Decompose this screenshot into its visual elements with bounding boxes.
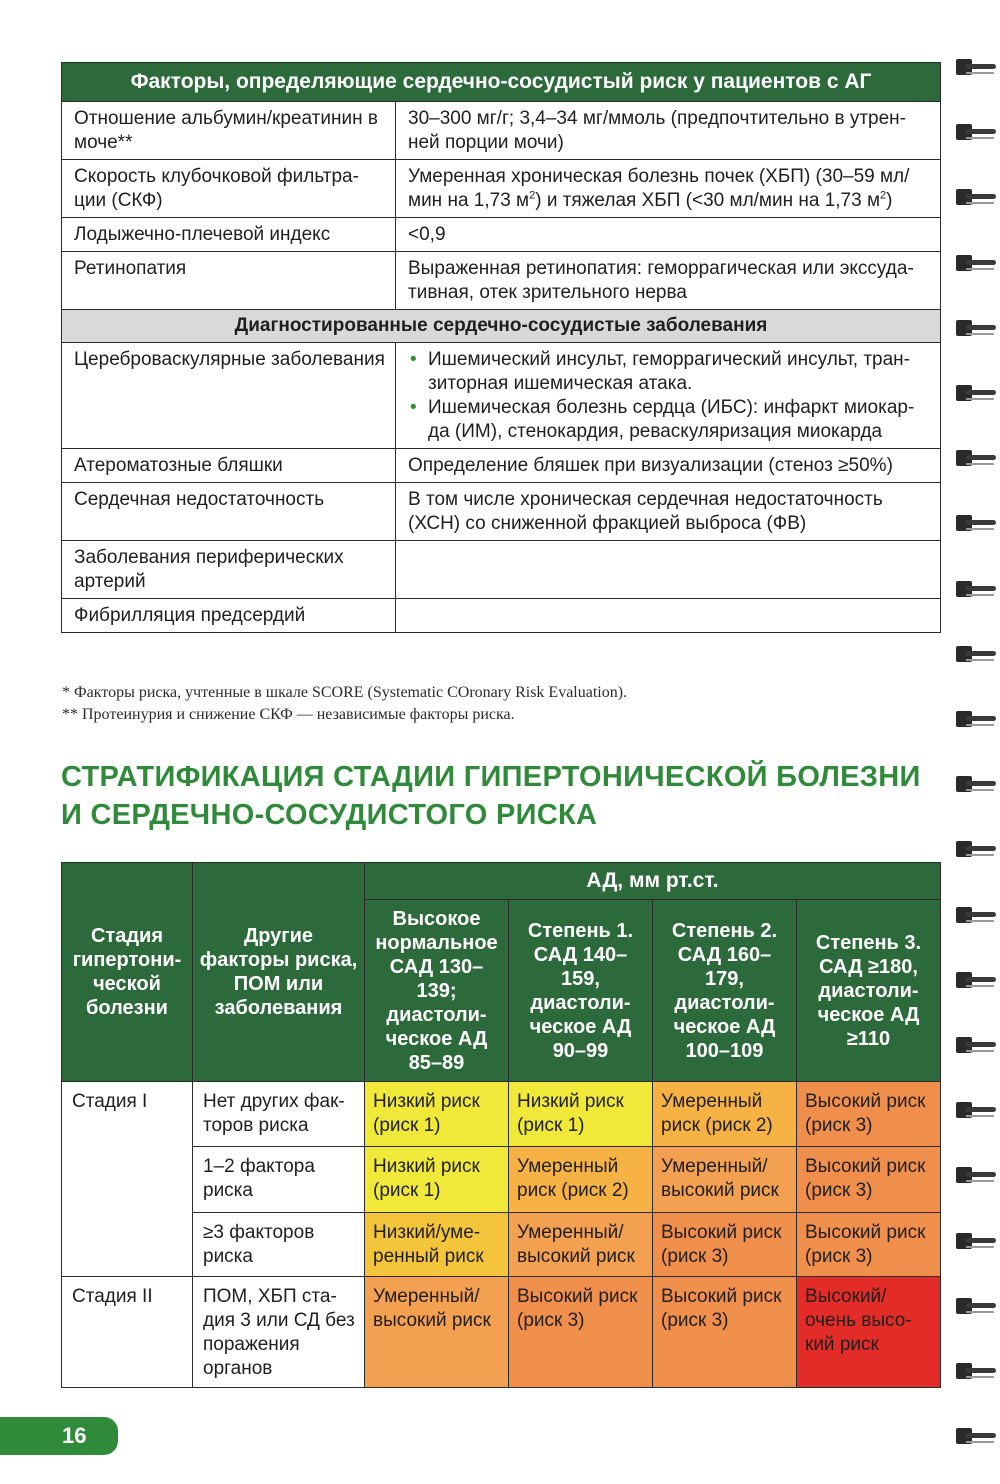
risk-cell: Высокий/ очень высо-кий риск [797, 1277, 941, 1388]
diseases-subheader-row [62, 310, 941, 343]
table-row [62, 218, 941, 252]
binding-ring-icon [956, 446, 996, 472]
value-cell: Выраженная ретинопатия: геморрагическая или экссуда-тивная, отек зрительного нерва [396, 252, 941, 310]
bp-column-header: Высокое нормальное САД 130–139; диастоли-ческое АД 85–89 [365, 900, 509, 1082]
value-cell [396, 160, 941, 218]
superscript: 2 [529, 189, 536, 202]
value-cell [396, 599, 941, 633]
bp-column-header: Степень 3. САД ≥180, диастоли-ческое АД ≥110 [797, 900, 941, 1082]
risk-cell: Низкий/уме-ренный риск [365, 1213, 509, 1277]
binding-ring-icon [956, 1229, 996, 1255]
risk-cell: Высокий риск (риск 3) [797, 1147, 941, 1213]
value-cell: Определение бляшек при визуализации (стеноз ≥50%) [396, 449, 941, 483]
risk-cell: Низкий риск (риск 1) [365, 1082, 509, 1147]
binding-ring-icon [956, 837, 996, 863]
binding-ring-icon [956, 511, 996, 537]
binding-ring-icon [956, 120, 996, 146]
stage-cell: Стадия I [62, 1082, 193, 1277]
bullet-item: • Ишемическая болезнь сердца (ИБС): инфаркт миокар-да (ИМ), стенокардия, реваскуляризация миокарда [408, 396, 930, 444]
col-stage-header: Стадия гипертони-ческой болезни [62, 863, 193, 1082]
value-cell [396, 343, 941, 449]
factors-cell: 1–2 фактора риска [193, 1147, 365, 1213]
table-row [62, 1213, 941, 1277]
table-row [62, 599, 941, 633]
binding-ring-icon [956, 642, 996, 668]
page-number: 16 [0, 1417, 118, 1455]
table-row [62, 252, 941, 310]
risk-cell: Умеренный/ высокий риск [653, 1147, 797, 1213]
bullet-list [408, 348, 930, 444]
risk-factors-table [61, 62, 941, 633]
risk-cell: Высокий риск (риск 3) [653, 1213, 797, 1277]
binding-ring-icon [956, 1294, 996, 1320]
table-row [62, 541, 941, 599]
binding-ring-icon [956, 1163, 996, 1189]
binding-ring-icon [956, 577, 996, 603]
table-row [62, 449, 941, 483]
table-row [62, 343, 941, 449]
binding-ring-icon [956, 251, 996, 277]
factors-cell: ПОМ, ХБП ста-дия 3 или СД без поражения органов [193, 1277, 365, 1388]
value-cell [396, 541, 941, 599]
footnotes [62, 682, 932, 726]
binding-ring-icon [956, 772, 996, 798]
spiral-binding [948, 0, 1000, 1484]
stratification-table [61, 862, 941, 1388]
footnote: * Факторы риска, учтенные в шкале SCORE (Systematic COronary Risk Evaluation). [62, 684, 628, 701]
value-cell: <0,9 [396, 218, 941, 252]
factor-cell: Сердечная недостаточность [62, 483, 396, 541]
table-row [62, 102, 941, 160]
risk-cell: Низкий риск (риск 1) [509, 1082, 653, 1147]
binding-ring-icon [956, 707, 996, 733]
superscript: 2 [880, 189, 887, 202]
table-row [62, 1082, 941, 1147]
risk-cell: Низкий риск (риск 1) [365, 1147, 509, 1213]
binding-ring-icon [956, 55, 996, 81]
section-title-line: СТРАТИФИКАЦИЯ СТАДИИ ГИПЕРТОНИЧЕСКОЙ БОЛЕЗНИ [61, 761, 921, 793]
factor-cell: Заболевания периферических артерий [62, 541, 396, 599]
value-cell: 30–300 мг/г; 3,4–34 мг/ммоль (предпочтительно в утрен-ней порции мочи) [396, 102, 941, 160]
header-row [62, 863, 941, 900]
value-text: Умеренная хроническая болезнь почек (ХБП) (30–59 мл/мин на 1,73 м [408, 166, 910, 211]
binding-ring-icon [956, 1424, 996, 1450]
col-factors-header: Другие факторы риска, ПОМ или заболевания [193, 863, 365, 1082]
table-row [62, 160, 941, 218]
risk-cell: Высокий риск (риск 3) [797, 1082, 941, 1147]
binding-ring-icon [956, 185, 996, 211]
risk-cell: Высокий риск (риск 3) [797, 1213, 941, 1277]
bp-column-header: Степень 2. САД 160–179, диастоли-ческое АД 100–109 [653, 900, 797, 1082]
footnote: ** Протеинурия и снижение СКФ — независимые факторы риска. [62, 706, 515, 723]
risk-cell: Умеренный/ высокий риск [509, 1213, 653, 1277]
factor-cell: Фибрилляция предсердий [62, 599, 396, 633]
factor-cell: Скорость клубочковой фильтра-ции (СКФ) [62, 160, 396, 218]
risk-factors-header-row [62, 63, 941, 102]
factors-cell: ≥3 факторов риска [193, 1213, 365, 1277]
section-title-line: И СЕРДЕЧНО-СОСУДИСТОГО РИСКА [61, 799, 598, 831]
section-title [61, 758, 941, 834]
factor-cell: Цереброваскулярные заболевания [62, 343, 396, 449]
bp-column-header: Степень 1. САД 140–159, диастоли-ческое АД 90–99 [509, 900, 653, 1082]
factor-cell: Атероматозные бляшки [62, 449, 396, 483]
bullet-item: • Ишемический инсульт, геморрагический инсульт, тран-зиторная ишемическая атака. [408, 348, 930, 396]
diseases-subheader: Диагностированные сердечно-сосудистые заболевания [62, 310, 941, 343]
factor-cell: Отношение альбумин/креатинин в моче** [62, 102, 396, 160]
table-row [62, 1147, 941, 1213]
value-text: ) [886, 190, 893, 211]
risk-cell: Умеренный риск (риск 2) [509, 1147, 653, 1213]
risk-cell: Умеренный риск (риск 2) [653, 1082, 797, 1147]
table-row [62, 483, 941, 541]
risk-factors-header: Факторы, определяющие сердечно-сосудистый риск у пациентов с АГ [62, 63, 941, 102]
value-text: ) и тяжелая ХБП (<30 мл/мин на 1,73 м [535, 190, 881, 211]
value-cell: В том числе хроническая сердечная недостаточность (ХСН) со сниженной фракцией выброса (ФВ) [396, 483, 941, 541]
risk-cell: Высокий риск (риск 3) [653, 1277, 797, 1388]
stage-cell: Стадия II [62, 1277, 193, 1388]
factor-cell: Ретинопатия [62, 252, 396, 310]
binding-ring-icon [956, 1359, 996, 1385]
factor-cell: Лодыжечно-плечевой индекс [62, 218, 396, 252]
binding-ring-icon [956, 968, 996, 994]
factors-cell: Нет других фак-торов риска [193, 1082, 365, 1147]
binding-ring-icon [956, 1098, 996, 1124]
binding-ring-icon [956, 1033, 996, 1059]
binding-ring-icon [956, 903, 996, 929]
risk-cell: Высокий риск (риск 3) [509, 1277, 653, 1388]
binding-ring-icon [956, 381, 996, 407]
table-row [62, 1277, 941, 1388]
binding-ring-icon [956, 316, 996, 342]
bp-group-header: АД, мм рт.ст. [365, 863, 941, 900]
risk-cell: Умеренный/ высокий риск [365, 1277, 509, 1388]
